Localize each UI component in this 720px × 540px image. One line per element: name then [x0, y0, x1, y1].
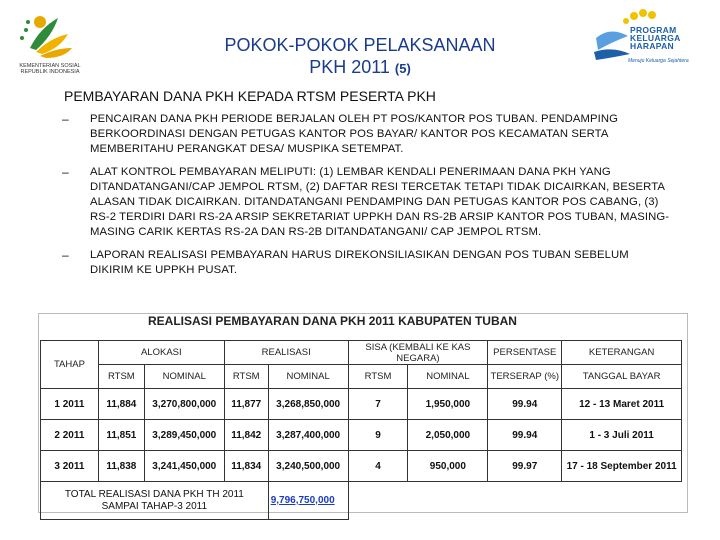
subheader-rtsm: RTSM [98, 365, 144, 389]
header-sisa: SISA (KEMBALI KE KAS NEGARA) [348, 341, 488, 365]
cell-alokasi-rtsm: 11,884 [98, 389, 144, 420]
subheader-nominal: NOMINAL [408, 365, 488, 389]
title-line-1: POKOK-POKOK PELAKSANAAN [224, 35, 496, 55]
cell-alokasi-rtsm: 11,838 [98, 451, 144, 482]
cell-alokasi-nominal: 3,289,450,000 [144, 420, 224, 451]
pkh-logo-text: PROGRAM KELUARGA HARAPAN [630, 25, 681, 51]
cell-sisa-nominal: 950,000 [408, 451, 488, 482]
cell-realisasi-nominal: 3,268,850,000 [268, 389, 348, 420]
bullet-dash: – [62, 248, 69, 262]
table-row [41, 420, 682, 451]
pkh-logo [592, 8, 702, 68]
page-title [150, 34, 570, 80]
cell-alokasi-rtsm: 11,851 [98, 420, 144, 451]
cell-realisasi-rtsm: 11,842 [224, 420, 268, 451]
cell-realisasi-nominal: 3,240,500,000 [268, 451, 348, 482]
cell-alokasi-nominal: 3,270,800,000 [144, 389, 224, 420]
header-keterangan: KETERANGAN [562, 341, 682, 365]
bullet-text: PENCAIRAN DANA PKH PERIODE BERJALAN OLEH PT POS/KANTOR POS TUBAN. PENDAMPING BERKOORDINASI DENGAN PETUGAS KANTOR POS BAYAR/ KANTOR POS KECAMATAN SERTA MEMBERITAHU PERANGKAT DESA/ MUSPIKA SETEMPAT. [90, 113, 619, 155]
bullet-text: LAPORAN REALISASI PEMBAYARAN HARUS DIREKONSILIASIKAN DENGAN POS TUBAN SEBELUM DIKIRIM KE UPPKH PUSAT. [90, 249, 629, 276]
cell-alokasi-nominal: 3,241,450,000 [144, 451, 224, 482]
bullet-dash: – [62, 112, 69, 126]
cell-persentase: 99.94 [488, 420, 562, 451]
cell-sisa-rtsm: 7 [348, 389, 408, 420]
cell-persentase: 99.94 [488, 389, 562, 420]
cell-realisasi-rtsm: 11,877 [224, 389, 268, 420]
ministry-label: KEMENTERIAN SOSIAL REPUBLIK INDONESIA [19, 63, 81, 75]
table-row [41, 389, 682, 420]
bullet-item [62, 112, 672, 157]
bullet-text: ALAT KONTROL PEMBAYARAN MELIPUTI: (1) LEMBAR KENDALI PENERIMAAN DANA PKH YANG DITANDATANGANI/CAP JEMPOL RTSM, (2) DAFTAR RESI TERCETAK TETAPI TIDAK DICAIRKAN, BESERTA ALASAN TIDAK DICAIRKAN. DITANDATANGANI PENDAMPING DAN PETUGAS KANTOR POS CABANG, (3) RS-2 TERDIRI DARI RS-2A ARSIP SEKRETARIAT UPPKH DAN RS-2B ARSIP KANTOR POS TUBAN, MASING-MASING CARIK KERTAS RS-2A DAN RS-2B DITANDATANGANI/ CAP JEMPOL RTSM. [90, 166, 670, 238]
cell-sisa-rtsm: 9 [348, 420, 408, 451]
table-row [41, 451, 682, 482]
cell-tanggal: 12 - 13 Maret 2011 [562, 389, 682, 420]
title-line-2: PKH 2011 (5) [309, 57, 411, 77]
section-heading: PEMBAYARAN DANA PKH KEPADA RTSM PESERTA PKH [64, 88, 436, 104]
subheader-nominal: NOMINAL [268, 365, 348, 389]
realization-table [40, 340, 682, 520]
cell-tanggal: 1 - 3 Juli 2011 [562, 420, 682, 451]
total-label: TOTAL REALISASI DANA PKH TH 2011 SAMPAI TAHAP-3 2011 [41, 482, 269, 520]
cell-sisa-nominal: 2,050,000 [408, 420, 488, 451]
header-realisasi: REALISASI [224, 341, 348, 365]
subheader-rtsm: RTSM [348, 365, 408, 389]
cell-tahap: 3 2011 [41, 451, 99, 482]
header-persentase: PERSENTASE [488, 341, 562, 365]
bullet-dash: – [62, 165, 69, 179]
cell-persentase: 99.97 [488, 451, 562, 482]
cell-tahap: 2 2011 [41, 420, 99, 451]
bullet-item [62, 165, 672, 240]
kemensos-logo [10, 8, 90, 78]
bullet-list [62, 112, 672, 286]
subheader-tanggal: TANGGAL BAYAR [562, 365, 682, 389]
cell-tahap: 1 2011 [41, 389, 99, 420]
cell-realisasi-rtsm: 11,834 [224, 451, 268, 482]
cell-sisa-rtsm: 4 [348, 451, 408, 482]
cell-realisasi-nominal: 3,287,400,000 [268, 420, 348, 451]
cell-tanggal: 17 - 18 September 2011 [562, 451, 682, 482]
header-alokasi: ALOKASI [98, 341, 224, 365]
cell-sisa-nominal: 1,950,000 [408, 389, 488, 420]
total-value: 9,796,750,000 [268, 482, 348, 520]
table-title: REALISASI PEMBAYARAN DANA PKH 2011 KABUPATEN TUBAN [148, 314, 517, 328]
table-total-row [41, 482, 682, 520]
header-tahap: TAHAP [41, 341, 99, 389]
pkh-tagline: Menuju Keluarga Sejahtera [628, 58, 689, 64]
bullet-item [62, 248, 672, 278]
subheader-rtsm: RTSM [224, 365, 268, 389]
table-subheader-row [41, 365, 682, 389]
subheader-terserap: TERSERAP (%) [488, 365, 562, 389]
table-header-row [41, 341, 682, 365]
subheader-nominal: NOMINAL [144, 365, 224, 389]
